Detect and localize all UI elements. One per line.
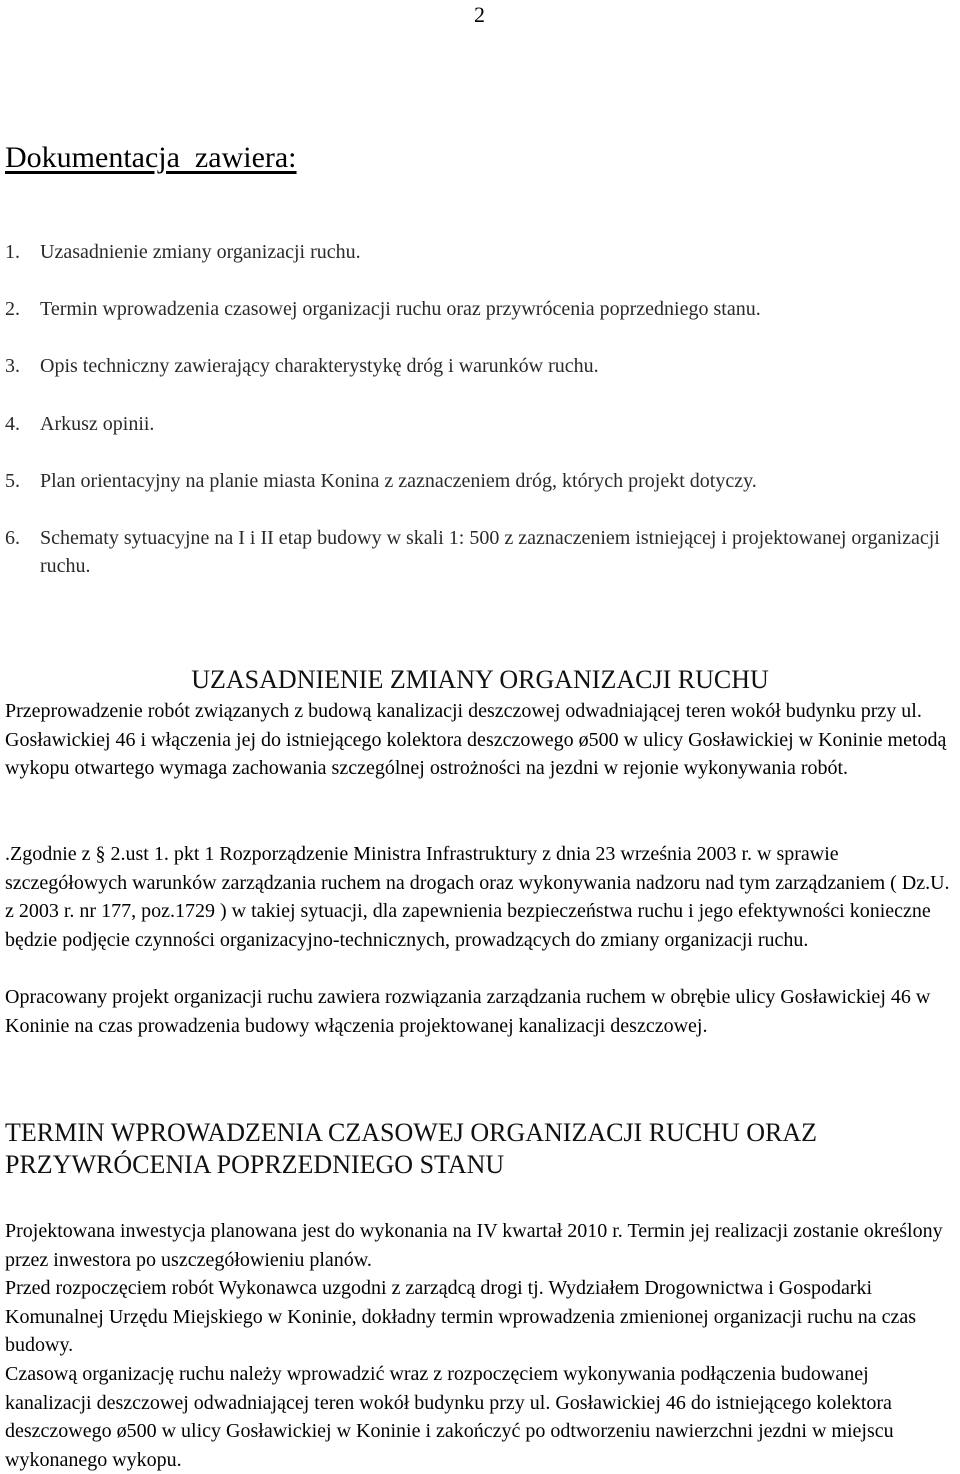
list-item-number: 2.	[5, 298, 20, 320]
page-number: 2	[474, 2, 485, 27]
justification-paragraph: Opracowany projekt organizacji ruchu zawiera rozwiązania zarządzania ruchem w obrębie ulicy Gosławickiej 46 w Koninie na czas prowadzenia budowy włączenia projektowanej kanalizacji deszczowej.	[5, 986, 931, 1037]
schedule-heading-line: TERMIN WPROWADZENIA CZASOWEJ ORGANIZACJI RUCHU ORAZ	[5, 1118, 818, 1147]
list-item-number: 5.	[5, 470, 20, 492]
list-item-number: 1.	[5, 241, 20, 263]
list-item-text: Opis techniczny zawierający charakterystykę dróg i warunków ruchu.	[40, 355, 599, 377]
list-item-number: 3.	[5, 355, 20, 377]
list-item-text: Schematy sytuacyjne na I i II etap budowy w skali 1: 500 z zaznaczeniem istniejącej i projektowanej organizacji ruchu.	[40, 527, 940, 577]
schedule-heading	[5, 1117, 960, 1181]
list-item-number: 6.	[5, 527, 20, 549]
schedule-paragraph: Przed rozpoczęciem robót Wykonawca uzgodni z zarządcą drogi tj. Wydziałem Drogownictwa i Gospodarki Komunalnej Urzędu Miejskiego w Koninie, dokładny termin wprowadzenia zmienionej organizacji ruchu na czas budowy.	[5, 1277, 917, 1357]
list-item-text: Plan orientacyjny na planie miasta Konina z zaznaczeniem dróg, których projekt dotyczy.	[40, 470, 757, 492]
documentation-heading: Dokumentacja zawiera:	[5, 141, 297, 174]
list-item-text: Termin wprowadzenia czasowej organizacji ruchu oraz przywrócenia poprzedniego stanu.	[40, 298, 761, 320]
list-item-text: Uzasadnienie zmiany organizacji ruchu.	[40, 241, 361, 263]
justification-paragraph: .Zgodnie z § 2.ust 1. pkt 1 Rozporządzenie Ministra Infrastruktury z dnia 23 września 2003 r. w sprawie szczegółowych warunków zarządzania ruchem na drogach oraz wykonywania nadzoru nad tym zarządzaniem ( Dz.U. z 2003 r. nr 177, poz.1729 ) w takiej sytuacji, dla zapewnienia bezpieczeństwa ruchu i jego efektywności konieczne będzie podjęcie czynności organizacyjno-technicznych, prowadzących do zmiany organizacji ruchu.	[5, 843, 950, 951]
list-item-text: Arkusz opinii.	[40, 413, 155, 435]
schedule-heading-line: PRZYWRÓCENIA POPRZEDNIEGO STANU	[5, 1150, 505, 1179]
justification-heading: UZASADNIENIE ZMIANY ORGANIZACJI RUCHU	[191, 665, 769, 694]
schedule-paragraph: Czasową organizację ruchu należy wprowadzić wraz z rozpoczęciem wykonywania podłączenia budowanej kanalizacji deszczowej odwadniającej teren wokół budynku przy ul. Gosławickiej 46 do istniejącego kolektora deszczowego ø500 w ulicy Gosławickiej w Koninie i zakończyć po odtworzeniu nawierzchni jezdni w miejscu wykonanego wykopu.	[5, 1363, 894, 1471]
justification-paragraph: Przeprowadzenie robót związanych z budową kanalizacji deszczowej odwadniającej teren wokół budynku przy ul. Gosławickiej 46 i włączenia jej do istniejącego kolektora deszczowego ø500 w ulicy Gosławickiej w Koninie metodą wykopu otwartego wymaga zachowania szczególnej ostrożności na jezdni w rejonie wykonywania robót.	[5, 700, 947, 780]
schedule-paragraph: Projektowana inwestycja planowana jest do wykonania na IV kwartał 2010 r. Termin jej realizacji zostanie określony przez inwestora po uszczegółowieniu planów.	[5, 1220, 943, 1271]
list-item-number: 4.	[5, 413, 20, 435]
